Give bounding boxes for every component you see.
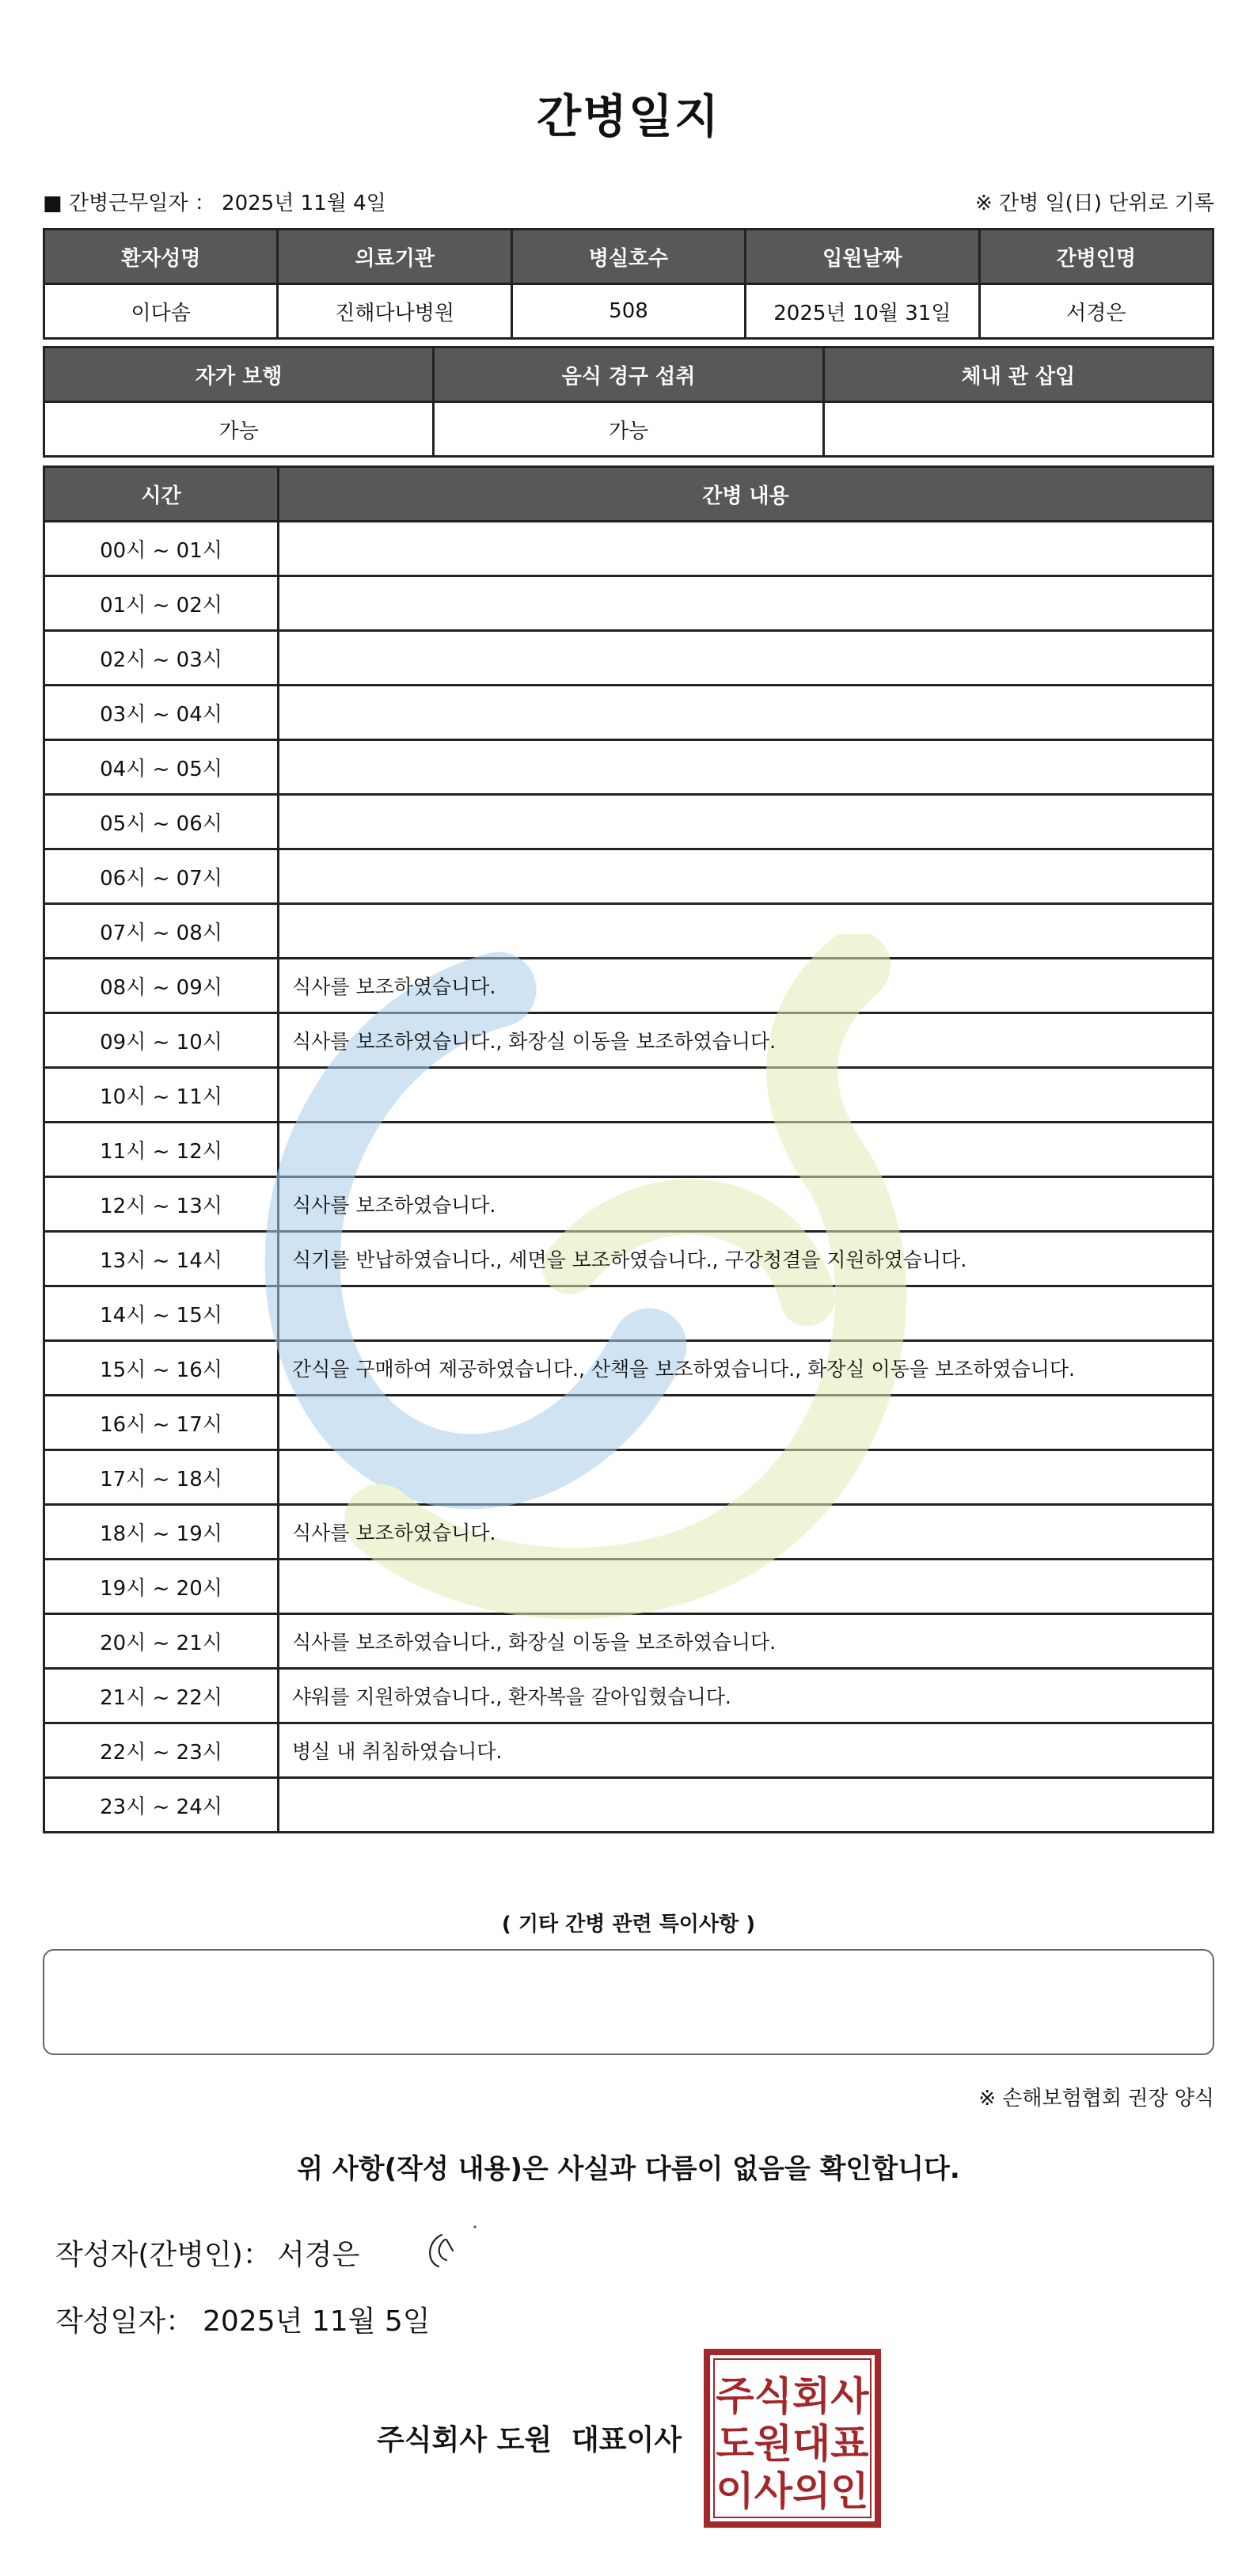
log-content (279, 522, 1213, 576)
log-time: 18시 ~ 19시 (44, 1505, 279, 1560)
table-row (44, 631, 1213, 686)
log-content (279, 1286, 1213, 1341)
remarks-box (43, 1949, 1214, 2055)
log-time: 01시 ~ 02시 (44, 576, 279, 631)
table-row (44, 1614, 1213, 1669)
header-admission-date: 입원날짜 (746, 230, 979, 284)
log-content: 식사를 보조하였습니다., 화장실 이동을 보조하였습니다. (279, 1013, 1213, 1068)
log-time: 12시 ~ 13시 (44, 1177, 279, 1232)
form-source-note: ※ 손해보험협회 권장 양식 (978, 2087, 1214, 2111)
log-time: 13시 ~ 14시 (44, 1232, 279, 1286)
table-row (44, 1341, 1213, 1396)
log-time: 14시 ~ 15시 (44, 1286, 279, 1341)
table-row (44, 1669, 1213, 1723)
header-oral-intake: 음식 경구 섭취 (434, 348, 823, 402)
table-row (44, 1013, 1213, 1068)
log-time: 07시 ~ 08시 (44, 904, 279, 959)
log-time: 17시 ~ 18시 (44, 1450, 279, 1505)
table-row (44, 1068, 1213, 1123)
log-time: 04시 ~ 05시 (44, 740, 279, 795)
patient-name: 이다솜 (44, 284, 278, 339)
log-content: 식기를 반납하였습니다., 세면을 보조하였습니다., 구강청결을 지원하였습니다. (279, 1232, 1213, 1286)
log-content (279, 576, 1213, 631)
table-row (44, 576, 1213, 631)
header-care-content: 간병 내용 (279, 467, 1213, 522)
log-content (279, 1123, 1213, 1177)
room-number: 508 (511, 284, 745, 339)
daily-record-note: ※ 간병 일(日) 단위로 기록 (974, 192, 1214, 215)
patient-status-table (43, 346, 1214, 458)
page-title: 간병일지 (536, 89, 721, 143)
ceo-title: 대표이사 (572, 2424, 682, 2456)
confirmation-statement: 위 사항(작성 내용)은 사실과 다름이 없음을 확인합니다. (297, 2153, 960, 2185)
log-time: 19시 ~ 20시 (44, 1560, 279, 1614)
log-content (279, 631, 1213, 686)
log-content: 샤워를 지원하였습니다., 환자복을 갈아입혔습니다. (279, 1669, 1213, 1723)
header-patient-name: 환자성명 (44, 230, 278, 284)
patient-info-table (43, 228, 1214, 340)
log-time: 11시 ~ 12시 (44, 1123, 279, 1177)
log-content (279, 1560, 1213, 1614)
table-row (44, 284, 1213, 339)
caregiver-name: 서경은 (979, 284, 1213, 339)
table-header-row (44, 348, 1213, 402)
table-row (44, 1560, 1213, 1614)
log-content (279, 795, 1213, 849)
log-time: 15시 ~ 16시 (44, 1341, 279, 1396)
writer-label: 작성자(간병인)： (55, 2239, 272, 2271)
log-time: 09시 ~ 10시 (44, 1013, 279, 1068)
log-content (279, 1778, 1213, 1833)
log-time: 21시 ~ 22시 (44, 1669, 279, 1723)
work-date: ■ 간병근무일자 ： 2025년 11월 4일 (43, 192, 386, 215)
header-room-number: 병실호수 (511, 230, 745, 284)
header-institution: 의료기관 (278, 230, 511, 284)
log-time: 22시 ~ 23시 (44, 1723, 279, 1778)
seal-text-line: 이사의인 (716, 2468, 869, 2514)
header-time: 시간 (44, 467, 279, 522)
log-time: 10시 ~ 11시 (44, 1068, 279, 1123)
log-content (279, 904, 1213, 959)
log-time: 02시 ~ 03시 (44, 631, 279, 686)
table-row (44, 522, 1213, 576)
log-time: 05시 ~ 06시 (44, 795, 279, 849)
self-walking: 가능 (44, 402, 434, 457)
care-log-table (43, 465, 1214, 1833)
table-row (44, 849, 1213, 904)
oral-intake: 가능 (434, 402, 823, 457)
log-content (279, 1396, 1213, 1450)
table-row (44, 740, 1213, 795)
header-self-walking: 자가 보행 (44, 348, 434, 402)
table-row (44, 795, 1213, 849)
log-content (279, 1068, 1213, 1123)
table-row (44, 686, 1213, 740)
tube-insertion (823, 402, 1213, 457)
remarks-title: ( 기타 간병 관련 특이사항 ) (501, 1913, 756, 1936)
log-content: 간식을 구매하여 제공하였습니다., 산책을 보조하였습니다., 화장실 이동을 보조하였습니다. (279, 1341, 1213, 1396)
log-content: 식사를 보조하였습니다. (279, 959, 1213, 1013)
log-time: 20시 ~ 21시 (44, 1614, 279, 1669)
table-row (44, 959, 1213, 1013)
table-row (44, 1286, 1213, 1341)
table-row (44, 402, 1213, 457)
seal-text-line: 도원대표 (716, 2421, 869, 2467)
institution: 진해다나병원 (278, 284, 511, 339)
seal-text-line: 주식회사 (716, 2373, 869, 2419)
company-seal (703, 2348, 882, 2529)
table-row (44, 1177, 1213, 1232)
company-name: 주식회사 도원 (377, 2424, 553, 2456)
log-content: 식사를 보조하였습니다. (279, 1505, 1213, 1560)
admission-date: 2025년 10월 31일 (746, 284, 979, 339)
log-time: 06시 ~ 07시 (44, 849, 279, 904)
log-time: 03시 ~ 04시 (44, 686, 279, 740)
signature-mark (418, 2221, 481, 2276)
log-time: 00시 ~ 01시 (44, 522, 279, 576)
log-time: 16시 ~ 17시 (44, 1396, 279, 1450)
table-row (44, 1232, 1213, 1286)
table-row (44, 1123, 1213, 1177)
table-row (44, 1778, 1213, 1833)
table-header-row (44, 230, 1213, 284)
writer-name: 서경은 (277, 2239, 360, 2271)
log-content (279, 1450, 1213, 1505)
header-caregiver-name: 간병인명 (979, 230, 1213, 284)
log-content: 식사를 보조하였습니다. (279, 1177, 1213, 1232)
log-time: 08시 ~ 09시 (44, 959, 279, 1013)
table-header-row (44, 467, 1213, 522)
log-content (279, 849, 1213, 904)
log-time: 23시 ~ 24시 (44, 1778, 279, 1833)
log-content (279, 686, 1213, 740)
log-content (279, 740, 1213, 795)
log-content: 병실 내 취침하였습니다. (279, 1723, 1213, 1778)
date-value: 2025년 11월 5일 (203, 2305, 431, 2338)
header-tube-insertion: 체내 관 삽입 (823, 348, 1213, 402)
table-row (44, 1505, 1213, 1560)
table-row (44, 904, 1213, 959)
table-row (44, 1396, 1213, 1450)
table-row (44, 1723, 1213, 1778)
table-row (44, 1450, 1213, 1505)
date-label: 작성일자： (55, 2305, 195, 2338)
log-content: 식사를 보조하였습니다., 화장실 이동을 보조하였습니다. (279, 1614, 1213, 1669)
